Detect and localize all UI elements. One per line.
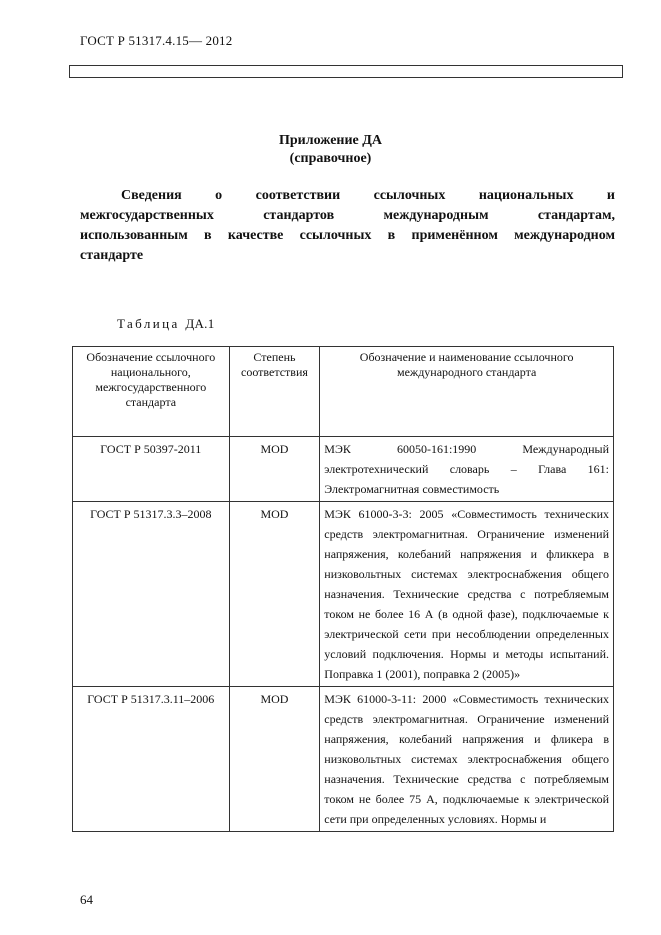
header-frame — [69, 65, 623, 78]
cell-international-standard: МЭК 60050-161:1990 Международный электротехнический словарь – Глава 161: Электромагнитная совместимость — [320, 437, 614, 502]
header-international-standard: Обозначение и наименование ссылочного международного стандарта — [320, 347, 614, 437]
table-caption-word: Таблица — [117, 316, 180, 331]
table-caption — [117, 316, 215, 332]
table-caption-number: ДА.1 — [185, 316, 215, 331]
reference-standards-table — [72, 346, 614, 832]
table-header-row — [73, 347, 614, 437]
appendix-subtitle: (справочное) — [289, 151, 372, 166]
table-row — [73, 437, 614, 502]
cell-degree: MOD — [229, 437, 320, 502]
cell-national-standard: ГОСТ Р 51317.3.3–2008 — [73, 502, 230, 687]
standard-code-header: ГОСТ Р 51317.4.15— 2012 — [80, 33, 233, 48]
cell-national-standard: ГОСТ Р 50397-2011 — [73, 437, 230, 502]
cell-international-standard: МЭК 61000-3-11: 2000 «Совместимость технических средств электромагнитная. Ограничение изменений напряжения, колебаний напряжения и фликера в низковольтных системах электроснабжения общего назначения. Технические средства с потребляемым током не более 75 А, подключаемые к электрической сети при определенных условиях. Нормы и — [320, 687, 614, 832]
section-title-line: стандарте — [80, 248, 144, 263]
section-title-line: межгосударственных стандартов международным стандартам, — [80, 208, 615, 223]
table-row — [73, 687, 614, 832]
section-title-line: использованным в качестве ссылочных в применённом международном — [80, 228, 615, 243]
section-title — [80, 186, 615, 266]
cell-degree: MOD — [229, 502, 320, 687]
table-row — [73, 502, 614, 687]
cell-international-standard: МЭК 61000-3-3: 2005 «Совместимость технических средств электромагнитная. Ограничение изменений напряжения, колебаний напряжения и фликкера в низковольтных системах электроснабжения общего назначения. Технические средства с потребляемым током не более 16 А (в одной фазе), подключаемые к электрической сети при несоблюдении определенных условий подключения. Нормы и методы испытаний. Поправка 1 (2001), поправка 2 (2005)» — [320, 502, 614, 687]
header-degree: Степень соответствия — [229, 347, 320, 437]
page-number: 64 — [80, 892, 93, 907]
cell-national-standard: ГОСТ Р 51317.3.11–2006 — [73, 687, 230, 832]
appendix-title: Приложение ДА — [278, 133, 383, 148]
header-national-standard: Обозначение ссылочного национального, межгосударственного стандарта — [73, 347, 230, 437]
section-title-line: Сведения о соответствии ссылочных национальных и — [121, 188, 615, 203]
cell-degree: MOD — [229, 687, 320, 832]
